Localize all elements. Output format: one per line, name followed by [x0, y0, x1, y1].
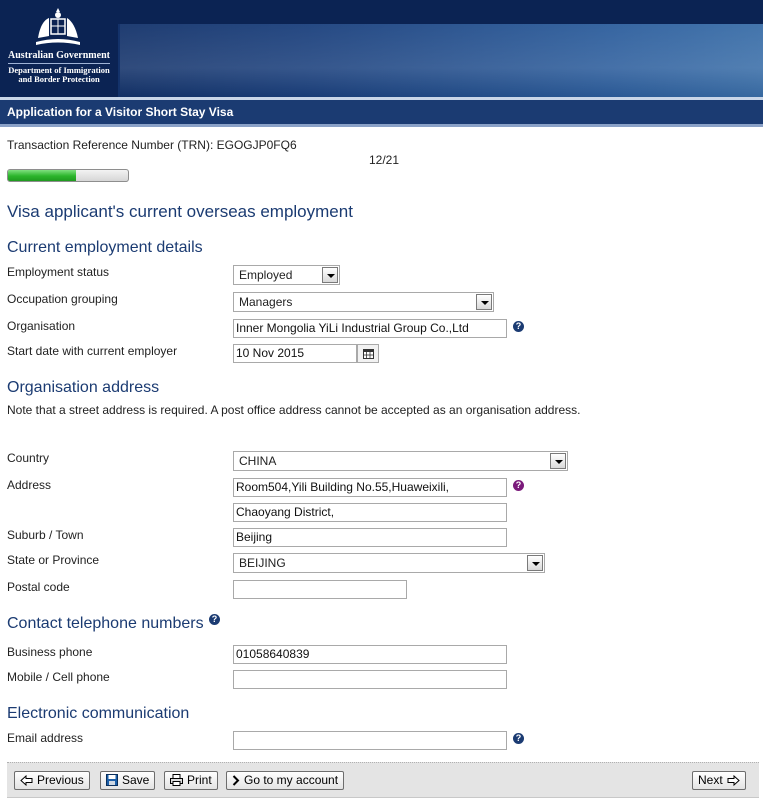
- chevron-down-icon[interactable]: [550, 453, 566, 469]
- email-input[interactable]: [233, 731, 507, 750]
- help-icon[interactable]: ?: [513, 733, 524, 744]
- occupation-grouping-value: Managers: [239, 295, 293, 309]
- email-label: Email address: [7, 731, 84, 745]
- state-select[interactable]: [233, 553, 545, 573]
- title-bar-rule: [0, 124, 763, 127]
- employment-status-value: Employed: [239, 268, 293, 282]
- arrow-right-icon: [727, 775, 740, 786]
- business-phone-label: Business phone: [7, 645, 93, 659]
- occupation-grouping-select[interactable]: [233, 292, 494, 312]
- next-label: Next: [698, 773, 723, 787]
- state-label: State or Province: [7, 553, 100, 567]
- employment-status-select[interactable]: [233, 265, 340, 285]
- address-section-heading: Organisation address: [7, 379, 160, 396]
- page-indicator: 12/21: [369, 153, 400, 167]
- postal-code-input[interactable]: [233, 580, 407, 599]
- address-note: Note that a street address is required. A post office address cannot be accepted as an organisation address.: [7, 403, 581, 417]
- suburb-label: Suburb / Town: [7, 528, 84, 542]
- save-label: Save: [122, 773, 150, 787]
- chevron-down-icon[interactable]: [476, 294, 492, 310]
- help-icon[interactable]: ?: [513, 321, 524, 332]
- arrow-left-icon: [20, 775, 33, 786]
- country-select[interactable]: [233, 451, 568, 471]
- employment-status-label: Employment status: [7, 265, 110, 279]
- business-phone-input[interactable]: 01058640839: [233, 645, 507, 664]
- coat-of-arms-icon: [30, 6, 86, 48]
- page-title: Visa applicant's current overseas employment: [7, 202, 353, 221]
- print-label: Print: [187, 773, 212, 787]
- dept-line-1: Department of Immigration: [8, 65, 110, 75]
- start-date-input[interactable]: 10 Nov 2015: [233, 344, 357, 363]
- mobile-phone-label: Mobile / Cell phone: [7, 670, 110, 684]
- employment-section-heading: Current employment details: [7, 239, 203, 256]
- navigation-button-bar: [7, 762, 759, 798]
- previous-button[interactable]: [14, 771, 90, 790]
- address-line1-input[interactable]: Room504,Yili Building No.55,Huaweixili,: [233, 478, 507, 497]
- progress-fill: [8, 170, 76, 181]
- department-name: [0, 66, 118, 84]
- chevron-right-icon: [232, 775, 240, 786]
- printer-icon: [170, 774, 183, 786]
- address-label: Address: [7, 478, 52, 492]
- postal-code-label: Postal code: [7, 580, 70, 594]
- electronic-section-heading: Electronic communication: [7, 705, 190, 722]
- help-icon[interactable]: ?: [209, 614, 220, 625]
- country-label: Country: [7, 451, 50, 465]
- occupation-grouping-label: Occupation grouping: [7, 292, 118, 306]
- gov-rule: [8, 63, 110, 64]
- suburb-input[interactable]: Beijing: [233, 528, 507, 547]
- floppy-disk-icon: [106, 774, 118, 786]
- calendar-button[interactable]: [357, 344, 379, 363]
- start-date-label: Start date with current employer: [7, 344, 178, 358]
- dept-line-2: and Border Protection: [18, 74, 100, 84]
- print-button[interactable]: [164, 771, 218, 790]
- application-title-bar: Application for a Visitor Short Stay Visa: [0, 100, 763, 124]
- chevron-down-icon[interactable]: [322, 267, 338, 283]
- chevron-down-icon[interactable]: [527, 555, 543, 571]
- save-button[interactable]: [100, 771, 155, 790]
- gov-name: Australian Government: [8, 50, 110, 61]
- next-button[interactable]: [692, 771, 746, 790]
- header-banner: [0, 0, 763, 97]
- help-icon[interactable]: ?: [513, 480, 524, 491]
- go-to-account-button[interactable]: [226, 771, 344, 790]
- address-line2-input[interactable]: Chaoyang District,: [233, 503, 507, 522]
- trn-text: Transaction Reference Number (TRN): EGOGJP0FQ6: [7, 138, 297, 152]
- country-value: CHINA: [239, 454, 277, 468]
- banner-sheen: [120, 24, 763, 97]
- government-logo: [0, 0, 118, 97]
- previous-label: Previous: [37, 773, 84, 787]
- mobile-phone-input[interactable]: [233, 670, 507, 689]
- organisation-label: Organisation: [7, 319, 76, 333]
- state-value: BEIJING: [239, 556, 286, 570]
- organisation-input[interactable]: Inner Mongolia YiLi Industrial Group Co.,Ltd: [233, 319, 507, 338]
- go-to-account-label: Go to my account: [244, 773, 339, 787]
- calendar-icon: [363, 348, 374, 359]
- contact-section-heading: Contact telephone numbers: [7, 615, 204, 632]
- progress-bar: [7, 169, 129, 182]
